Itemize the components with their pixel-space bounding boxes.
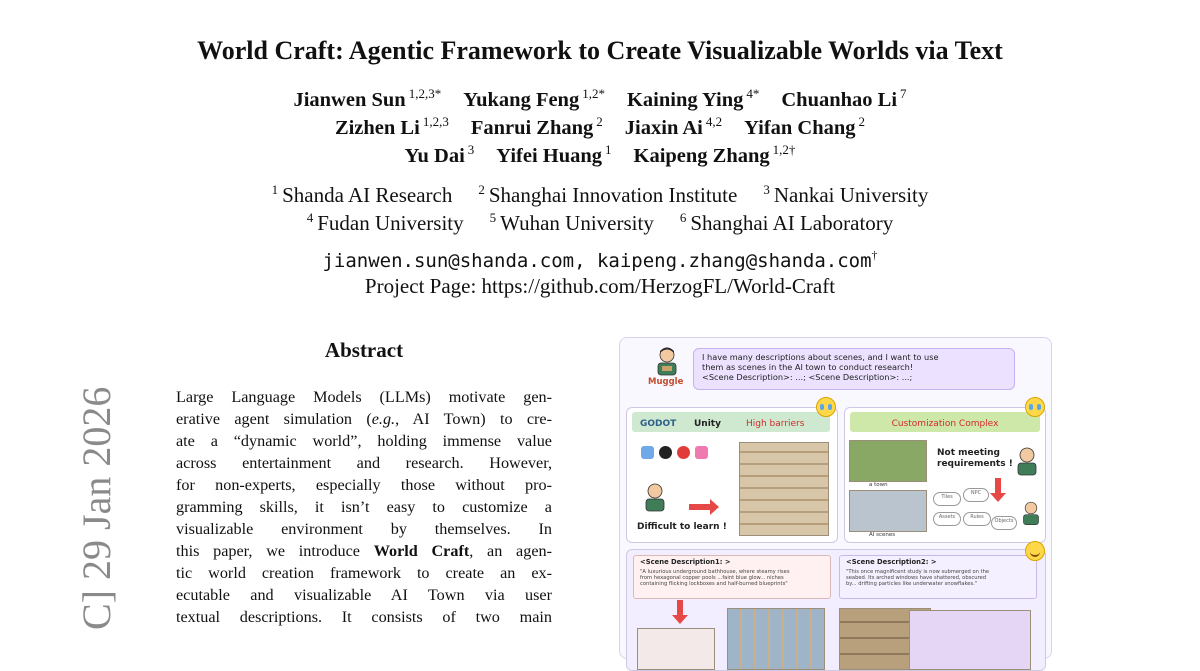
smiling-emoji-icon [1025, 541, 1045, 561]
tool-icon [695, 446, 708, 459]
muggle-label: Muggle [648, 377, 684, 387]
emails-mark: † [871, 248, 878, 262]
abstract-text: , an agen- [469, 542, 552, 560]
abstract-line [176, 562, 552, 584]
author-affiliation-mark: 4,2 [705, 114, 723, 129]
affiliation-name: Shanghai Innovation Institute [488, 183, 738, 207]
author-affiliation-mark: 1,2,3* [408, 86, 442, 101]
abstract-line [176, 540, 552, 562]
requirement-cloud: Objects [991, 516, 1017, 530]
arxiv-stamp-text: C] 29 Jan 2026 [74, 386, 119, 630]
author-affiliation-mark: 1 [605, 142, 612, 157]
difficult-label: Difficult to learn ! [637, 522, 727, 532]
crying-emoji-icon [1025, 397, 1045, 417]
customization-header [850, 412, 1040, 432]
user-prompt-bubble [693, 348, 1015, 390]
abstract-body [176, 386, 552, 628]
abstract-text: e.g. [371, 410, 396, 428]
paper-title: World Craft: Agentic Framework to Create Visualizable Worlds via Text [197, 36, 1003, 65]
not-meeting-label: Not meeting requirements ! [937, 448, 1013, 469]
scene-map-thumbnail [849, 490, 927, 532]
tool-icon [641, 446, 654, 459]
author-name [744, 114, 866, 139]
prompt-line: I have many descriptions about scenes, and I want to use [702, 352, 939, 362]
author-affiliation-mark: 4* [746, 86, 760, 101]
prompt-line: <Scene Description>: ...; <Scene Description>: ...; [702, 372, 913, 382]
author-line [0, 86, 1200, 112]
author-line [0, 142, 1200, 168]
abstract-text: ecutable and visualizable AI Town via user [176, 586, 552, 604]
scene-map-tag: AI scenes [869, 532, 896, 538]
author-name [470, 114, 603, 139]
town-map-tag: a town [869, 482, 888, 488]
requirement-cloud: Rules [963, 512, 991, 526]
author-affiliation-mark: 1,2,3 [422, 114, 449, 129]
affiliation-name: Shanghai AI Laboratory [690, 211, 894, 235]
scene2-text [846, 569, 989, 588]
red-down-arrow-icon [995, 478, 1001, 494]
author-name-text: Yukang Feng [463, 89, 580, 111]
abstract-text: , AI Town) to cre- [395, 410, 552, 428]
author-name-text: Jiaxin Ai [624, 117, 703, 139]
scene2-line: by... drifting particles like underwater snowflakes." [846, 581, 978, 588]
author-affiliation-mark: 3 [467, 142, 475, 157]
author-name [624, 114, 723, 139]
affiliation [272, 183, 453, 207]
abstract-line [176, 496, 552, 518]
affiliation-name: Nankai University [773, 183, 929, 207]
author-affiliation-mark: 2 [596, 114, 603, 129]
town-map-thumbnail [849, 440, 927, 482]
author-line [0, 114, 1200, 140]
abstract-line [176, 430, 552, 452]
requirement-cloud: Assets [933, 512, 961, 526]
author-name-text: Kaipeng Zhang [633, 145, 770, 167]
high-barriers-label: High barriers [746, 419, 805, 429]
abstract-heading: Abstract [324, 338, 404, 362]
customization-panel [844, 407, 1046, 543]
affiliation [763, 183, 928, 207]
abstract-text: this paper, we introduce [176, 542, 374, 560]
affiliation-number: 2 [478, 182, 485, 197]
abstract-text: tic world creation framework to create an ex- [176, 564, 552, 582]
author-name [463, 86, 605, 111]
barrier-header [632, 412, 830, 432]
affiliation-name: Wuhan University [500, 211, 654, 235]
scene2-line: "This once magnificent study is now submerged on the [846, 569, 990, 575]
scene2-label: <Scene Description2: > [846, 558, 937, 566]
overview-figure [619, 337, 1052, 659]
author-name [496, 142, 612, 167]
author-name [293, 86, 442, 111]
unity-logo: Unity [694, 419, 721, 429]
requirement-cloud: NPC [963, 488, 989, 502]
affiliation [490, 211, 654, 235]
author-name [781, 86, 907, 111]
scene1-box [633, 555, 831, 599]
affiliation-number: 1 [271, 182, 279, 197]
affiliation-number: 5 [489, 210, 497, 225]
scene2-box [839, 555, 1037, 599]
project-page-link[interactable]: Project Page: https://github.com/HerzogFL/World-Craft [364, 274, 836, 298]
abstract-line [176, 408, 552, 430]
abstract-text: across entertainment and research. However, [176, 454, 552, 472]
abstract-line [176, 474, 552, 496]
abstract-text: visualizable environment by themselves. In [176, 520, 552, 538]
abstract-line [176, 452, 552, 474]
scene1-label: <Scene Description1: > [640, 558, 731, 566]
author-affiliation-mark: 2 [858, 114, 866, 129]
contact-emails [0, 248, 1200, 272]
affiliation [478, 183, 737, 207]
abstract-text: erative agent simulation ( [176, 410, 372, 428]
author-name-text: Yifei Huang [496, 145, 603, 167]
arxiv-stamp [27, 380, 119, 648]
author-name-text: Fanrui Zhang [470, 117, 594, 139]
github-icon [659, 446, 672, 459]
affiliation-name: Shanda AI Research [282, 183, 453, 207]
barrier-panel [626, 407, 838, 543]
user-avatar-icon [1015, 446, 1039, 476]
generated-scene-thumbnail [637, 628, 715, 670]
author-name [626, 86, 760, 111]
prompt-line: them as scenes in the AI town to conduct research! [702, 362, 914, 372]
abstract-line [176, 518, 552, 540]
emails-text: jianwen.sun@shanda.com, kaipeng.zhang@shanda.com [322, 250, 872, 272]
customization-title: Customization Complex [891, 419, 999, 429]
scene1-line: containing flicking lockboxes and half-burned blueprints" [640, 581, 788, 588]
godot-logo: GODOT [640, 419, 677, 429]
affiliation [680, 211, 893, 235]
scene2-line: seabed. Its arched windows have shattered, obscured [846, 575, 986, 582]
author-affiliation-mark: 7 [900, 86, 907, 101]
author-name [633, 142, 796, 167]
worried-user-icon [643, 482, 667, 512]
scene-description-panel [626, 549, 1046, 671]
abstract-text: ate a “dynamic world”, holding immense value [176, 432, 552, 450]
muggle-avatar-icon [654, 346, 680, 376]
stressed-user-icon [1021, 500, 1041, 526]
affiliation-number: 3 [763, 182, 770, 197]
affiliation-number: 6 [679, 210, 687, 225]
affiliation [307, 211, 464, 235]
affiliation-number: 4 [306, 210, 314, 225]
abstract-text: Large Language Models (LLMs) motivate gen- [176, 388, 552, 406]
scene1-line: from hexagonal copper pools ...faint blue glow... niches [640, 575, 784, 582]
affiliation-line [0, 210, 1200, 236]
author-name [404, 142, 475, 167]
author-affiliation-mark: 1,2* [582, 86, 605, 101]
abstract-text: for non-experts, especially those without pro- [176, 476, 552, 494]
tool-icons-row [641, 444, 713, 463]
abstract-text: gramming skills, it isn’t easy to customize a [176, 498, 552, 516]
red-right-arrow-icon [689, 504, 711, 510]
author-name-text: Kaining Ying [626, 89, 744, 111]
scene1-text [640, 569, 790, 588]
abstract-line [176, 606, 552, 628]
scene1-line: "A luxurious underground bathhouse, where steamy rises [640, 569, 790, 575]
affiliation-name: Fudan University [317, 211, 464, 235]
tool-icon [677, 446, 690, 459]
requirement-cloud: Tiles [933, 492, 961, 506]
author-name [334, 114, 449, 139]
red-down-arrow-icon [677, 600, 683, 616]
author-name-text: Chuanhao Li [781, 89, 898, 111]
abstract-text: World Craft [373, 542, 470, 560]
abstract-line [176, 386, 552, 408]
author-name-text: Yu Dai [404, 145, 465, 167]
author-name-text: Yifan Chang [744, 117, 856, 139]
generated-scene-thumbnail [727, 608, 825, 670]
author-affiliation-mark: 1,2† [772, 142, 796, 157]
crying-emoji-icon [816, 397, 836, 417]
pixel-map-thumbnail [739, 442, 829, 536]
abstract-text: textual descriptions. It consists of two main [176, 608, 552, 626]
abstract-line [176, 584, 552, 606]
affiliation-line [0, 182, 1200, 208]
author-name-text: Zizhen Li [334, 117, 420, 139]
author-name-text: Jianwen Sun [293, 89, 406, 111]
generated-scene-thumbnail [909, 610, 1031, 670]
